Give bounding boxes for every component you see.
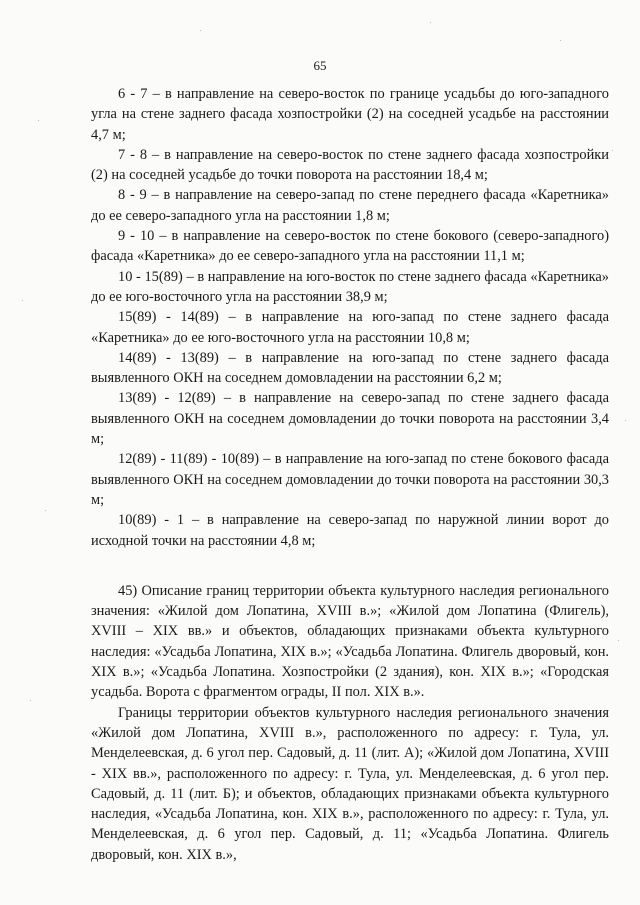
route-item-9-10: 9 - 10 – в направление на северо-восток по стене бокового (северо-западного) фасада «Каретника» до ее северо-западного угла на расстоянии 11,1 м; (91, 228, 609, 265)
route-item-10-15: 10 - 15(89) – в направление на юго-восток по стене заднего фасада «Каретника» до ее юго-восточного угла на расстоянии 38,9 м; (91, 268, 609, 305)
route-item-8-9: 8 - 9 – в направление на северо-запад по стене переднего фасада «Каретника» до ее северо-западного угла на расстоянии 1,8 м; (91, 187, 609, 224)
route-item-15-14: 15(89) - 14(89) – в направление на юго-запад по стене заднего фасада «Каретника» до ее юго-восточного угла на расстоянии 10,8 м; (91, 309, 609, 346)
section-gap (91, 551, 609, 581)
route-item-7-8: 7 - 8 – в направление на северо-восток по стене заднего фасада хозпостройки (2) на соседней усадьбе до точки поворота на расстоянии 18,4 м; (91, 146, 609, 184)
route-item-6-7: 6 - 7 – в направление на северо-восток по границе усадьбы до юго-западного угла на стене заднего фасада хозпостройки (2) на соседней усадьбе на расстоянии 4,7 м; (91, 86, 609, 143)
page-number: 65 (313, 58, 327, 73)
section-heading: 45) Описание границ территории объекта культурного наследия регионального значения: «Жилой дом Лопатина, XVIII в.»; «Жилой дом Лопатина (Флигель), XVIII – XIX вв.» и объектов, обладающих признаками объекта культурного наследия: «Усадьба Лопатина, XIX в.»; «Усадьба Лопатина. Флигель дворовый, кон. XIX в.»; «Усадьба Лопатина. Хозпостройки (2 здания), кон. XIX в.»; «Городская усадьба. Ворота с фрагментом ограды, II пол. XIX в.». (91, 582, 609, 701)
document-body (91, 84, 609, 865)
route-item-10-1: 10(89) - 1 – в направление на северо-запад по наружной линии ворот до исходной точки на расстоянии 4,8 м; (91, 512, 609, 549)
section-body: Границы территории объектов культурного наследия регионального значения «Жилой дом Лопатина, XVIII в.», расположенного по адресу: г. Тула, ул. Менделеевская, д. 6 угол пер. Садовый, д. 11 (лит. А); «Жилой дом Лопатина, XVIII - XIX вв.», расположенного по адресу: г. Тула, ул. Менделеевская, д. 6 угол пер. Садовый, д. 11 (лит. Б); и объектов, обладающих признаками объекта культурного наследия, «Усадьба Лопатина, кон. XIX в.», расположенного по адресу: г. Тула, ул. Менделеевская, д. 6 угол пер. Садовый, д. 11; «Усадьба Лопатина. Флигель дворовый, кон. XIX в.», (91, 704, 609, 863)
route-item-12-10: 12(89) - 11(89) - 10(89) – в направление на юго-запад по стене бокового фасада выявленного ОКН на соседнем домовладении до точки поворота на расстоянии 30,3 м; (91, 451, 609, 508)
route-item-14-13: 14(89) - 13(89) – в направление на юго-запад по стене заднего фасада выявленного ОКН на соседнем домовладении на расстоянии 6,2 м; (91, 349, 609, 387)
route-item-13-12: 13(89) - 12(89) – в направление на северо-запад по стене заднего фасада выявленного ОКН на соседнем домовладении до точки поворота на расстоянии 3,4 м; (91, 390, 609, 448)
